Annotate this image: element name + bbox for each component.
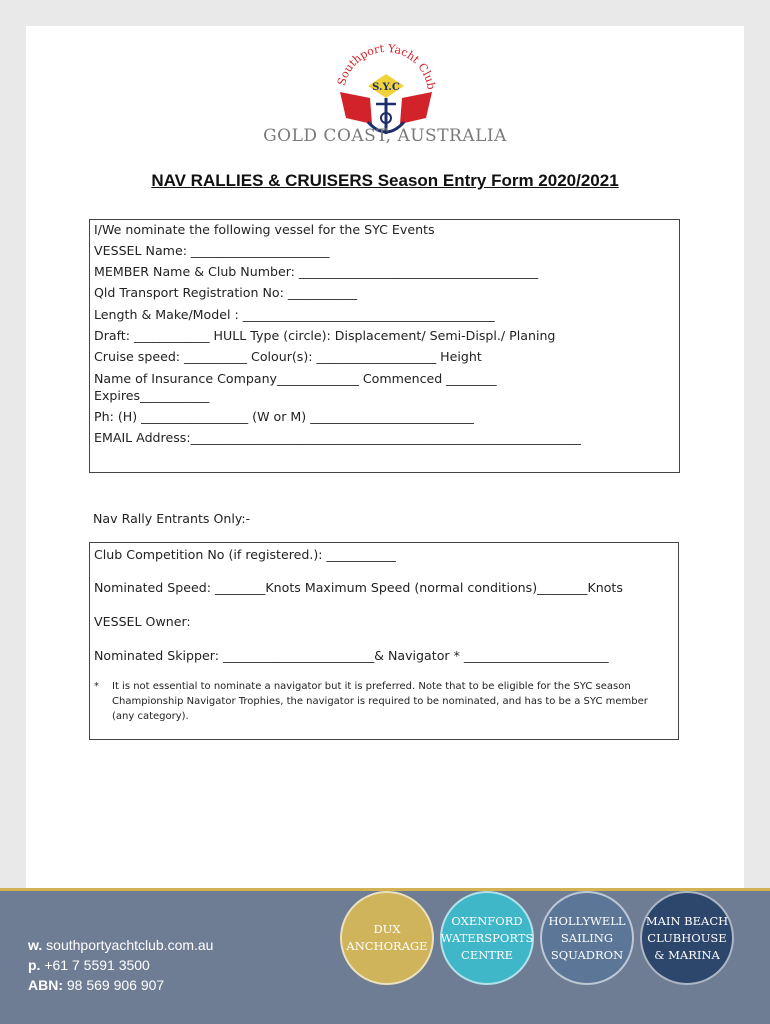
nominated-skipper-field[interactable]: Nominated Skipper: ________________________& Navigator * _______________________ <box>94 648 609 663</box>
svg-text:S.Y.C: S.Y.C <box>372 82 400 93</box>
abn-label: ABN: <box>28 977 63 993</box>
phone-number: +61 7 5591 3500 <box>44 957 150 973</box>
venue-line: SAILING <box>560 930 614 945</box>
nominate-line: I/We nominate the following vessel for the SYC Events <box>94 222 435 237</box>
website-link[interactable]: southportyachtclub.com.au <box>46 937 214 953</box>
venue-line: MAIN BEACH <box>645 913 729 928</box>
contact-info <box>28 935 213 995</box>
venue-oxenford <box>440 891 534 985</box>
venue-line: SQUADRON <box>550 947 624 962</box>
note-asterisk: * <box>94 681 99 692</box>
venue-line: HOLLYWELL <box>548 913 626 928</box>
nominated-speed-field[interactable]: Nominated Speed: ________Knots Maximum Speed (normal conditions)________Knots <box>94 580 623 595</box>
registration-no-field[interactable]: Qld Transport Registration No: ___________ <box>94 285 358 300</box>
phone-field[interactable]: Ph: (H) _________________ (W or M) __________________________ <box>94 409 474 424</box>
email-field[interactable]: EMAIL Address:______________________________________________________________ <box>94 430 581 445</box>
venue-line: DUX <box>373 922 401 936</box>
expires-field[interactable]: Expires___________ <box>94 388 210 403</box>
insurance-company-field[interactable]: Name of Insurance Company_____________ Commenced ________ <box>94 371 497 386</box>
note-text: It is not essential to nominate a navigator but it is preferred. Note that to be eligible for the SYC season Championship Navigator Trophies, the navigator is required to be nominated, and has to be a SYC member (any category). <box>112 681 648 722</box>
venue-line: CENTRE <box>461 947 513 962</box>
length-make-model-field[interactable]: Length & Make/Model : ________________________________________ <box>94 307 495 322</box>
member-name-field[interactable]: MEMBER Name & Club Number: ______________________________________ <box>94 264 539 279</box>
draft-hull-type-field[interactable]: Draft: ____________ HULL Type (circle): Displacement/ Semi-Displ./ Planing <box>94 328 556 343</box>
venue-main-beach <box>640 891 734 985</box>
nav-rally-box <box>89 542 679 740</box>
form-page <box>26 26 744 998</box>
venue-dux-anchorage <box>340 891 434 985</box>
venue-line: ANCHORAGE <box>346 939 428 953</box>
cruise-speed-colour-field[interactable]: Cruise speed: __________ Colour(s): ___________________ Height <box>94 349 482 364</box>
web-label: w. <box>28 937 43 953</box>
venue-hollywell <box>540 891 634 985</box>
venue-line: OXENFORD <box>451 913 523 928</box>
vessel-details-box <box>89 219 680 473</box>
form-title: NAV RALLIES & CRUISERS Season Entry Form 2020/2021 <box>151 171 619 190</box>
venue-line: CLUBHOUSE <box>647 930 727 945</box>
footer <box>0 891 770 1024</box>
svg-text:Southport Yacht Club: Southport Yacht Club <box>334 42 438 91</box>
club-location: GOLD COAST, AUSTRALIA <box>263 126 507 146</box>
club-competition-no-field[interactable]: Club Competition No (if registered.): ___________ <box>94 547 396 562</box>
venue-line: & MARINA <box>654 947 720 962</box>
venue-line: WATERSPORTS <box>440 930 534 945</box>
vessel-owner-field[interactable]: VESSEL Owner: <box>94 614 191 629</box>
vessel-name-field[interactable]: VESSEL Name: ______________________ <box>94 243 330 258</box>
abn-number: 98 569 906 907 <box>66 977 165 993</box>
nav-rally-heading: Nav Rally Entrants Only:- <box>93 511 251 526</box>
phone-label: p. <box>28 957 41 973</box>
